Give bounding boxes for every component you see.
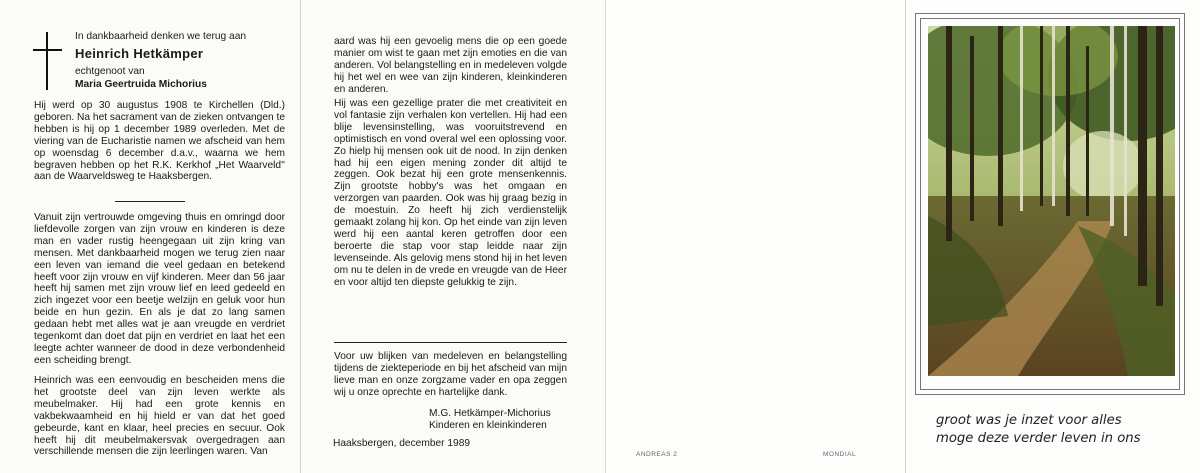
intro-text: In dankbaarheid denken we terug aan bbox=[75, 31, 247, 42]
spouse-name: Maria Geertruida Michorius bbox=[75, 79, 207, 90]
thanks-paragraph: Voor uw blijken van medeleven en belangstelling tijdens de ziekteperiode en bij het afscheid van mijn lieve man en onze zorgzame vader en opa zeggen wij u onze oprechte en hartelijke dank. bbox=[334, 351, 567, 398]
imprint-left: ANDREAS 2 bbox=[636, 451, 678, 458]
signature-family: Kinderen en kleinkinderen bbox=[429, 420, 547, 431]
biography-paragraph-1: Hij werd op 30 augustus 1908 te Kirchellen (Dld.) geboren. Na het sacrament van de zieken ontvangen te hebben is hij op 1 december 1989 overleden. Met de viering van de Eucharistie namen we afscheid van hem op woensdag 6 december d.a.v., waarna we hem begraven hebben op het R.K. Kerkhof „Het Waarveld'' aan de Waarveldsweg te Haaksbergen. bbox=[34, 100, 285, 183]
quote-line-2: moge deze verder leven in ons bbox=[936, 431, 1141, 446]
quote-line-1: groot was je inzet voor alles bbox=[936, 413, 1122, 428]
cross-icon-bar bbox=[33, 49, 62, 51]
section-divider bbox=[334, 342, 567, 343]
biography-paragraph-2: Vanuit zijn vertrouwde omgeving thuis en omringd door liefdevolle zorgen van zijn vrouw en kinderen is deze man en vader rustig heengegaan uit zijn kring van mensen. Met dankbaarheid mogen we terug zien naar een leven van iemand die veel gedaan en betekend heeft voor zijn vrouw en vijf kinderen. Meer dan 56 jaar heeft hij samen met zijn vrouw lief en leed gedeeld en zich ingezet voor een beetje welzijn en geluk voor hun beide en hun gezin. En als je dat zo lang samen gedaan hebt met alles wat je aan vreugde en verdriet tegenkomt dan doet dat pijn en verdriet en laat het een leegte achter wanneer de dood in deze verbondenheid een scheiding brengt. bbox=[34, 212, 285, 366]
card-panel-left bbox=[0, 0, 300, 473]
forest-path-photo bbox=[928, 26, 1175, 376]
cross-icon bbox=[46, 32, 48, 90]
biography-paragraph-5: Hij was een gezellige prater die met creativiteit en vol fantasie zijn verhalen kon vertellen. Hij had een blije levensinstelling, was vooruitstrevend en optimistisch en vond overal wel een oplossing voor. Zo hielp hij mensen ook uit de nood. In zijn denken had hij een eigen mening zonder dit altijd te zeggen. Ook bezat hij een grote mensenkennis. Zijn grootste hobby's was het omgaan en verzorgen van paarden. Ook was hij graag bezig in de moestuin. Zo heeft hij zich verdienstelijk gemaakt zolang hij kon. Op het einde van zijn leven werd hij een aantal keren getroffen door een beroerte die stap voor stap leidde naar zijn levenseinde. Als gelovig mens stond hij in het leven om nu te delen in de vrede en vreugde van de Heer en voor altijd ten diepste gelukkig te zijn. bbox=[334, 98, 567, 288]
spouse-intro: echtgenoot van bbox=[75, 66, 145, 77]
card-panel-middle bbox=[300, 0, 605, 473]
deceased-name: Heinrich Hetkämper bbox=[75, 46, 204, 61]
biography-paragraph-3: Heinrich was een eenvoudig en bescheiden mens die het grootste deel van zijn leven werkte als meubelmaker. Hij had een grote kennis en vakbekwaamheid en hij hield er van dat het goed gebeurde, kant en klaar, heel precies en secuur. Ook heeft hij dit meubelmakersvak overgedragen aan verschillende mensen die zijn leerlingen waren. Van bbox=[34, 375, 285, 458]
signature-name: M.G. Hetkämper-Michorius bbox=[429, 408, 551, 419]
imprint-right: MONDIAL bbox=[823, 451, 857, 458]
biography-paragraph-4: aard was hij een gevoelig mens die op een goede manier om wist te gaan met zijn emoties en die van anderen. Vol belangstelling en in medeleven volgde hij het wel en wee van zijn kinderen, kleinkinderen en anderen. bbox=[334, 36, 567, 95]
place-date: Haaksbergen, december 1989 bbox=[333, 438, 471, 449]
section-divider bbox=[115, 201, 185, 202]
card-panel-blank bbox=[605, 0, 905, 473]
